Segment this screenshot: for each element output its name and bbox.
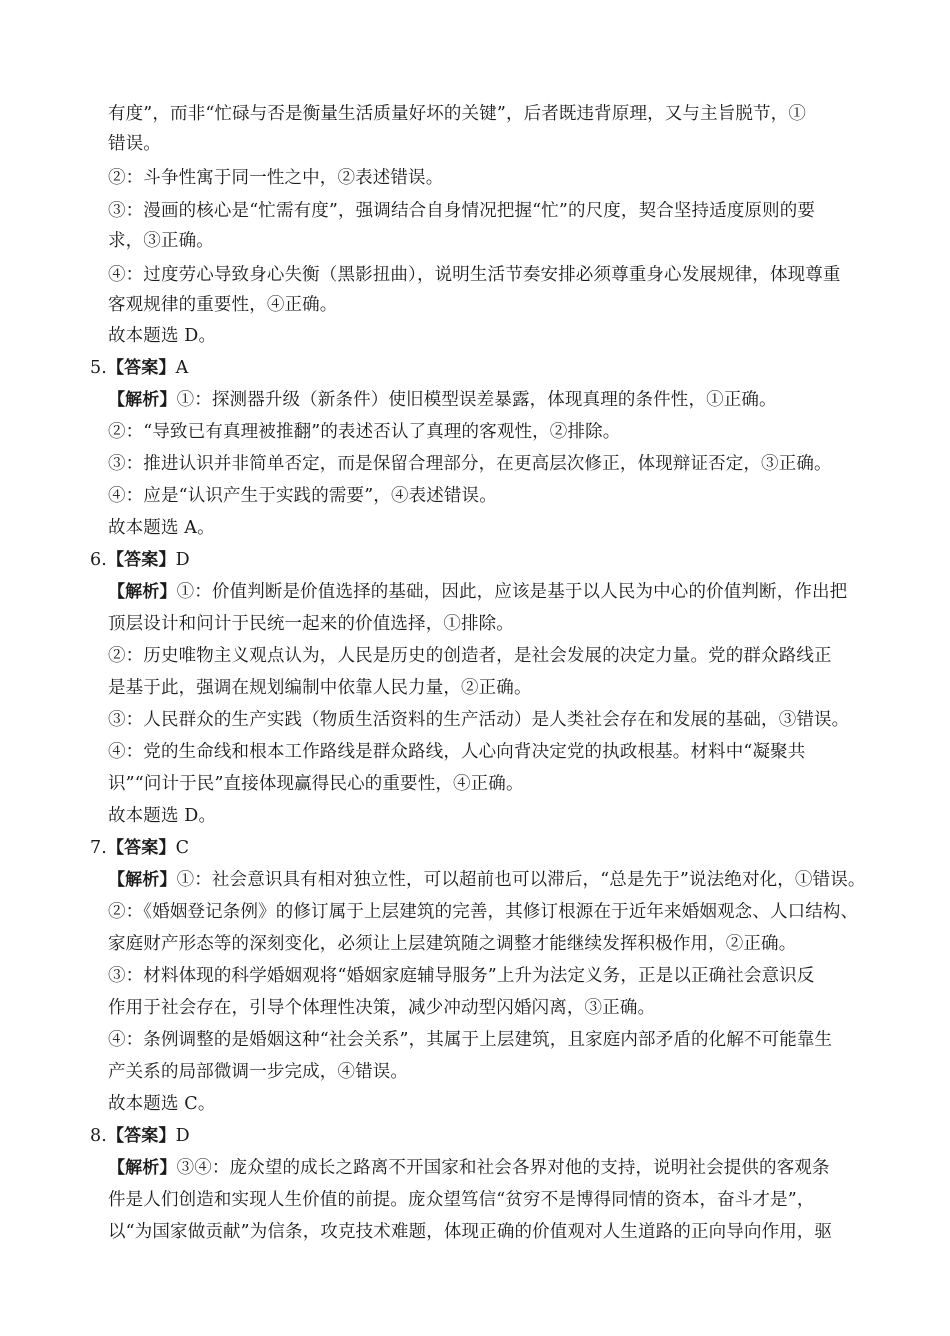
analysis-line: [108, 868, 868, 892]
text-line: ④：过度劳心导致身心失衡（黑影扭曲），说明生活节奏安排必须尊重身心发展规律，体现尊重: [108, 265, 841, 285]
analysis-line: [108, 388, 868, 412]
question-number: 8.: [90, 1126, 107, 1146]
answer-label: 【答案】: [107, 358, 176, 378]
text-line: 家庭财产形态等的深刻变化，必须让上层建筑随之调整才能继续发挥积极作用，②正确。: [108, 934, 797, 954]
text-line: 故本题选 C。: [108, 1094, 216, 1114]
text-line: 顶层设计和问计于民统一起来的价值选择，①排除。: [108, 614, 514, 634]
question-number: 6.: [90, 550, 107, 570]
analysis-text: ①：探测器升级（新条件）使旧模型误差暴露，体现真理的条件性，①正确。: [176, 390, 777, 410]
text-line: ④：应是“认识产生于实践的需要”，④表述错误。: [108, 486, 497, 506]
text-line: ②：历史唯物主义观点认为，人民是历史的创造者，是社会发展的决定力量。党的群众路线正: [108, 646, 832, 666]
answer-value: D: [175, 550, 190, 570]
answer-label: 【答案】: [107, 1126, 176, 1146]
text-line: ③：推进认识并非简单否定，而是保留合理部分，在更高层次修正，体现辩证否定，③正确。: [108, 454, 832, 474]
text-line: ③：漫画的核心是“忙需有度”，强调结合自身情况把握“忙”的尺度，契合坚持适度原则的要: [108, 201, 816, 221]
text-line: 是基于此，强调在规划编制中依靠人民力量，②正确。: [108, 678, 532, 698]
text-line: 产关系的局部微调一步完成，④错误。: [108, 1062, 409, 1082]
answer-label: 【答案】: [107, 550, 176, 570]
analysis-text: ③④：庞众望的成长之路离不开国家和社会各界对他的支持，说明社会提供的客观条: [176, 1158, 830, 1178]
analysis-text: ①：社会意识具有相对独立性，可以超前也可以滞后，“总是先于”说法绝对化，①错误。: [176, 870, 866, 890]
text-line: 件是人们创造和实现人生价值的前提。庞众望笃信“贫穷不是博得同情的资本，奋斗才是”，: [108, 1190, 815, 1210]
text-line: ②：《婚姻登记条例》的修订属于上层建筑的完善，其修订根源在于近年来婚姻观念、人口结构、: [108, 902, 859, 922]
text-line: 以“为国家做贡献”为信条，攻克技术难题，体现正确的价值观对人生道路的正向导向作用，驱: [108, 1222, 833, 1242]
answer-value: D: [175, 1126, 190, 1146]
question-number: 5.: [90, 358, 107, 378]
text-line: ④：党的生命线和根本工作路线是群众路线，人心向背决定党的执政根基。材料中“凝聚共: [108, 742, 806, 762]
text-line: ②：斗争性寓于同一性之中，②表述错误。: [108, 168, 444, 188]
analysis-label: 【解析】: [108, 390, 177, 410]
text-line: ③：材料体现的科学婚姻观将“婚姻家庭辅导服务”上升为法定义务，正是以正确社会意识反: [108, 966, 815, 986]
text-line: ④：条例调整的是婚姻这种“社会关系”，其属于上层建筑，且家庭内部矛盾的化解不可能靠生: [108, 1030, 833, 1050]
answer-value: C: [175, 838, 190, 858]
answer-line: [90, 1124, 850, 1148]
analysis-line: [108, 1156, 868, 1180]
answer-line: [90, 836, 850, 860]
text-line: 有度”，而非“忙碌与否是衡量生活质量好坏的关键”，后者既违背原理，又与主旨脱节，①: [108, 104, 806, 124]
text-line: 故本题选 D。: [108, 326, 217, 346]
analysis-text: ①：价值判断是价值选择的基础，因此，应该是基于以人民为中心的价值判断，作出把: [176, 582, 848, 602]
text-line: 求，③正确。: [108, 231, 214, 251]
analysis-label: 【解析】: [108, 1158, 177, 1178]
text-line: 故本题选 D。: [108, 806, 217, 826]
text-line: ②：“导致已有真理被推翻”的表述否认了真理的客观性，②排除。: [108, 422, 621, 442]
text-line: 作用于社会存在，引导个体理性决策，减少冲动型闪婚闪离，③正确。: [108, 998, 656, 1018]
answer-line: [90, 356, 850, 380]
text-line: 错误。: [108, 134, 161, 154]
question-number: 7.: [90, 838, 107, 858]
analysis-label: 【解析】: [108, 870, 177, 890]
answer-line: [90, 548, 850, 572]
text-line: ③：人民群众的生产实践（物质生活资料的生产活动）是人类社会存在和发展的基础，③错误。: [108, 710, 850, 730]
analysis-label: 【解析】: [108, 582, 177, 602]
text-line: 客观规律的重要性，④正确。: [108, 295, 338, 315]
text-line: 识”“问计于民”直接体现赢得民心的重要性，④正确。: [108, 774, 524, 794]
answer-label: 【答案】: [107, 838, 176, 858]
answer-value: A: [175, 358, 189, 378]
text-line: 故本题选 A。: [108, 518, 215, 538]
analysis-line: [108, 580, 868, 604]
